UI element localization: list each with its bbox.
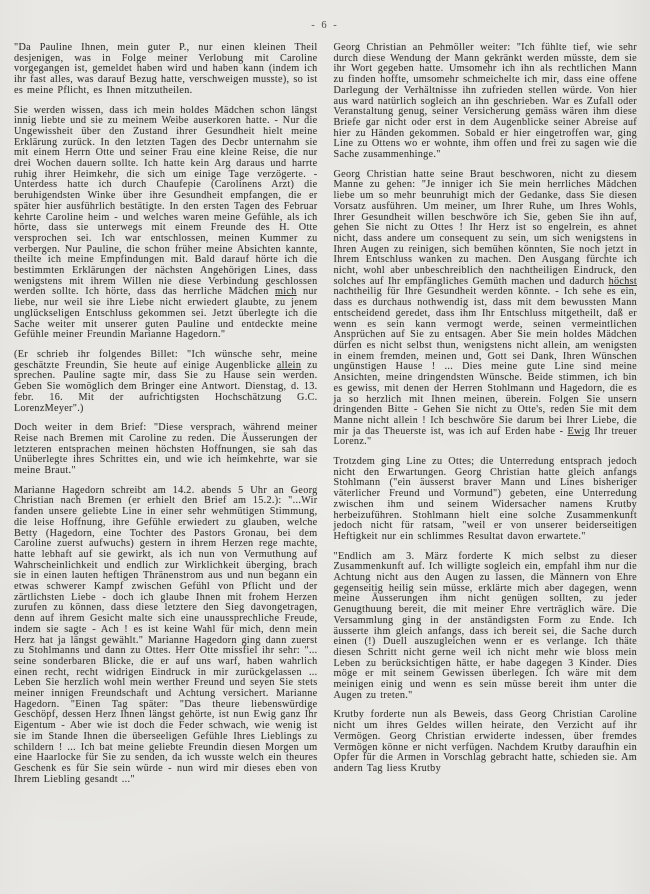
paragraph: Krutby forderte nun als Beweis, dass Georg Christian Caroline nicht um ihres Geldes willen heirate, den Verzicht auf ihr Vermögen. Georg Christian erwiderte indessen, über fremdes Vermögen könne er nicht verfügen. Nachdem Krutby daraufhin ein Opfer für die Armen in Vorschlag gebracht hatte, schieden sie. Am andern Tag liess Krutby bbox=[333, 709, 637, 774]
text-segment: (Er schrieb ihr folgendes Billet: "Ich wünsche sehr, meine geschätzte Freundin, Sie heute auf einige Augenblicke bbox=[14, 348, 318, 371]
paragraph bbox=[334, 170, 638, 448]
underlined-word: höchst bbox=[608, 275, 637, 287]
underlined-word: Ewig bbox=[567, 425, 591, 437]
underlined-word: allein bbox=[276, 359, 302, 371]
paragraph: Doch weiter in dem Brief: "Diese versprach, während meiner Reise nach Bremen mit Caroline zu reden. Die Äusserungen der letzteren entsprachen meinen höchsten Hoffnungen, sie sah das Unüberlegte ihres Schrittes ein, und wie ich heimkehrte, war sie meine Braut." bbox=[14, 422, 318, 477]
paragraph: Marianne Hagedorn schreibt am 14.2. abends 5 Uhr an Georg Christian nach Bremen (er erhielt den Brief am 15.2.): "...Wir fanden unsere geliebte Line in einer sehr wehmütigen Stimmung, die leise Hoffnung, ihre Gefühle erwiedert zu glauben, welche Betty (Hagedorn, eine Tochter des Pastors Gronau, bei dem Caroline zuerst aufwuchs) gestern in ihrem Herzen rege machte, hatte lebhaft auf sie gewirkt, als ich nun von Vermuthung auf Wahrscheinlichkeit und endlich zur Wirklichkeit überging, brach sie in einen lauten heftigen Thränenstrom aus und nun begann ein etwas schwerer Kampf zwischen Gefühl von Pflicht und der zärtlichsten Liebe - doch ich glaube Ihnen mit frohem Herzen zurufen zu können, dass diese letztere den Sieg davongetragen, denn auf ihrem Gesicht malte sich eine unaussprechliche Freude, indem sie sagte - Ach ! es ist keine Wahl für mich, denn mein Herz hat ja längst gewählt." Marianne Hagedorn ging dann zuerst zu Stohlmanns und dann zu Ottes. Herr Otte missfiel ihr sehr: "... seine sonderbaren Blicke, die er auf uns warf, haben wahrlich einen recht, recht widrigen Eindruck in mir zurückgelassen ... Leben Sie herzlich wohl mein werther Freund und seyen Sie stets meiner innigen Freundschaft und Achtung versichert. Marianne Hagedorn. "Einen Tag später: "Das theure liebenswürdige Geschöpf, dessen Herz Ihnen längst gehörte, ist nun Ewig ganz Ihr Eigentum - Aber wie ist doch die Feder schwach, wie wenig ist sie im Stande Ihnen die überseeligen Gefühle Ihres Lieblings zu schildern ! ... Ich bat meine geliebte Freundin diesen Morgen um eine Haarlocke für Sie zu senden, da ich wusste welch ein theures Geschenk es für Sie sein würde - nun wird mir dieses eben von Ihrem Liebling gesandt ..." bbox=[14, 484, 318, 785]
left-column bbox=[14, 43, 318, 794]
paragraph bbox=[14, 350, 318, 414]
paragraph: "Endlich am 3. März forderte K mich selbst zu dieser Zusammenkunft auf. Ich willigte sogleich ein, empfahl ihm nur die Achtung nicht aus den Augen zu lassen, die Männern von Ehre gegenseitig heilig sein müsse, erklärte mich aber dagegen, wenn meine Äusserungen ihm nicht genügen sollten, zu jeder Genugthuung bereit, die mit meiner Ehre verträglich wäre. Die Versammlung ging in der anständigsten Form zu Ende. Ich äusserte ihm gleich anfangs, dass ich bereit sei, die Sache durch einen (!) Duell auszugleichen wenn er es verlange. Ich thäte diesen Schritt nicht gerne weil ich nicht mehr wie bloss mein Leben zu berücksichtigen hätte, er habe dagegen 3 Kinder. Dies möge er mit seinem Gewissen überlegen. Ich wäre mit dem meinigen einig und wenn es sein müsse bereit ihm unter die Augen zu treten." bbox=[333, 550, 637, 701]
paragraph: Trotzdem ging Line zu Ottes; die Unterredung entsprach jedoch nicht den Erwartungen. Georg Christian hatte gleich anfangs Stohlmann ("ein äusserst braver Mann und Lines bisheriger väterlicher Freund und Vormund") gebeten, eine Unterredung zwischen ihm und seinem Widersacher namens Krutby herbeizuführen. Stohlmann hielt eine solche Zusammenkunft jedoch nicht für ratsam, "weil er von unserer beiderseitigen Heftigkeit nur ein schlimmes Resultat davon erwartete." bbox=[333, 456, 637, 542]
paragraph: Georg Christian an Pehmöller weiter: "Ich fühlte tief, wie sehr durch diese Wendung der Mann gekränkt werden müsste, dem sie ihr Wort gegeben hatte. Umsomehr ich ihn als rechtlichen Mann zu finden hoffte, umsomehr schmeichelte ich mir, dass eine offene Darlegung der Verhältnisse ihn zufrieden stellen würde. Von hier aus ward natürlich sogleich an ihn geschrieben. War es Zufall oder Veranstaltung genug, seiner Versicherung gemäss wären ihm diese Briefe gar nicht oder erst in dem Augenblicke seiner Abreise auf hier zu Händen gekommen. Sobald er hier eingetroffen war, ging Line zu Ottens wo er wohnte, ihm offen und frei zu sagen wie die Sache zusammenhinge." bbox=[333, 42, 637, 161]
text-segment: nur liebe, nur weil sie ihre Liebe nicht erwiedert glaubte, zu jenem unglückseligen Entschluss gekommen sei. Jetzt überlegte ich die Sache weiter mit unserer guten Pauline und entdeckte meine Gefühle meiner Freundin Marianne Hagedorn." bbox=[14, 286, 318, 341]
page-number: - 6 - bbox=[311, 20, 339, 31]
text-segment: zu sprechen. Pauline sagte mir, dass Sie zu Hause sein werden. Geben Sie womöglich dem Bringer eine Antwort. Dienstag, d. 13. febr. 16. Mit der aufrichtigsten Hochschätzung G.C. LorenzMeyer".) bbox=[14, 359, 318, 414]
text-segment: Sie werden wissen, dass ich mein holdes Mädchen schon längst innig liebte und sie zu meinem Weibe auserkoren hatte. - Nur die Ungewissheit über den Zustand ihrer Gesundheit hielt meine Erklärung zurück. In den letzten Tagen des Decbr unternahm sie mit einem Herrn Otte und seiner Frau eine kleine Reise, die nur drei Wochen dauern sollte. Ich hatte kein Arg daraus und harrte ruhig ihrer Heimkehr, die sich um einige Tage verzögerte. - Unterdess hatte ich durch Chaufepie (Carolinens Arzt) die beruhigendsten Winke über ihre Gesundheit empfangen, die er später hier ausführlich bestätigte. In den ersten Tagen des Februar kehrte Caroline heim - und welches waren meine Gefühle, als ich hörte, dass sie unterwegs mit einem Freunde des H. Otte versprochen sei. Ich war entschlossen, meinen Kummer zu verbergen. Nur Pauline, die schon früher meine Absichten kannte, theilte ich meine Empfindungen mit. Bald darauf hörte ich die bestimmten Erklärungen der nächsten Angehörigen Lines, dass wenigstens mit ihrem Willen nie diese Verbindung geschlossen werden sollte. Ich hörte, dass das herrliche Mädchen bbox=[14, 104, 318, 298]
text-segment: Ihr treuer Lorenz." bbox=[333, 425, 637, 448]
text-segment: Georg Christian hatte seine Braut beschworen, nicht zu diesem Manne zu gehen: "Je inniger ich Sie mein herrliches Mädchen liebe um so mehr beunruhigt mich der Gedanke, dass Sie diesen Vorsatz ausführen. Um meiner, um Ihrer Ruhe, um Ihres Wohls, Ihrer Gesundheit willen beschwöre ich Sie, geben Sie ihn auf, gehen Sie nicht zu Ottes ! Ihr Herz ist so engelrein, es ahnet nicht, dass andere um consequent zu sein, um sich wenigstens in Ihren Augen zu reinigen, sich bemühen könnten, Sie noch jetzt in Ihrem Entschluss wanken zu machen. Den Ausgang fürchte ich nicht, wohl aber unbeschreiblich den nachtheiligen Eindruck, den solches auf Ihr empfängliches Gemüth machen und dadurch bbox=[333, 168, 637, 287]
paragraph bbox=[14, 106, 318, 341]
paragraph: "Da Pauline Ihnen, mein guter P., nur einen kleinen Theil desjenigen, was in Folge meiner Verlobung mit Caroline vorgegangen ist, gemeldet haben wird und haben kann (indem ich ihr fast alles, was darauf Bezug hatte, verschweigen musste), so ist es meine Pflicht, es Ihnen mitzutheilen. bbox=[14, 42, 318, 96]
right-column bbox=[334, 43, 638, 794]
two-column-text-block bbox=[0, 31, 650, 794]
underlined-word: mich bbox=[275, 286, 297, 298]
text-segment: nachtheilig für Ihre Gesundheit werden könnte. - Ich sehe es ein, dass es durchaus nothwendig ist, dass mit dem bewussten Mann entscheidend geredet, dass ihm Ihr Entschluss mitgetheilt, daß er wenn es sein kann vermogt werde, seinen vermeintlichen Ansprüchen auf Sie zu entsagen. Aber Sie mein holdes Mädchen dürfen es nicht selbst thun, wenigstens nicht allein, am wenigsten in einem fremden, meinen und, Gott sei Dank, Ihren Wünschen ungünstigen Hause ! ... Dies meine gute Line sind meine Ansichten, meine dringendsten Wünsche. Beide stimmen, ich bin es gewiss, mit denen der Herren Stohlmann und Hagedorn, die es ja so herzlich mit Ihnen meinen, überein. Folgen Sie unsern dringenden Bitte - Gehen Sie nicht zu Otte's, reden Sie mit dem Manne nicht allein ! Ich beschwöre Sie darum bei Ihrer Liebe, die mir ja das Theuerste ist, was ich auf Erden habe - bbox=[333, 286, 637, 437]
